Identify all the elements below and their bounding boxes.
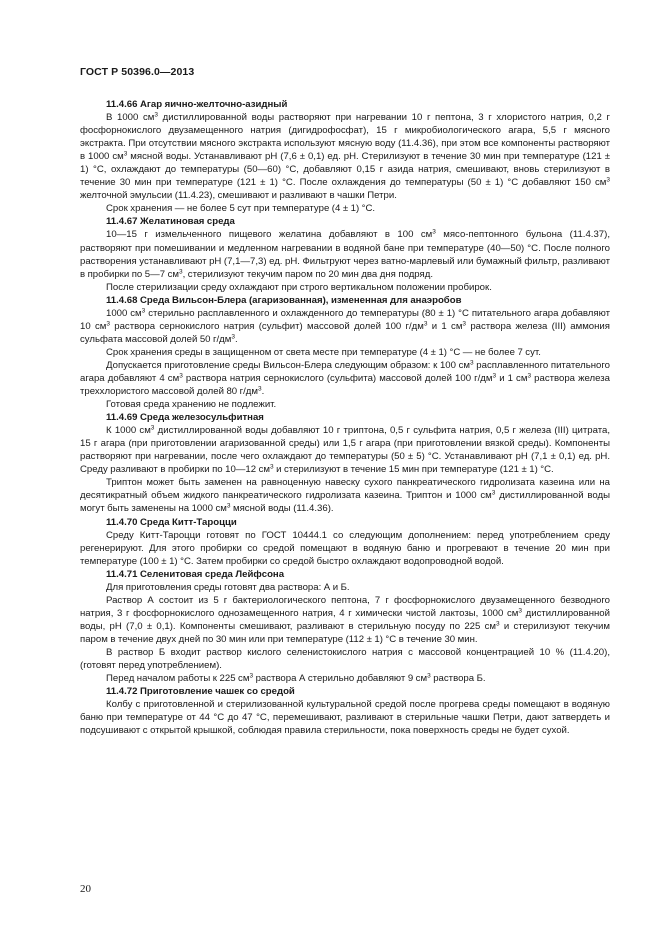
page-number: 20	[80, 883, 91, 895]
body-paragraph: Срок хранения — не более 5 сут при температуре (4 ± 1) °С.	[106, 203, 376, 215]
body-paragraph: Раствор А состоит из 5 г бактериологического пептона, 7 г фосфорнокислого двузамещенного безводного натрия, 3 г фосфорнокислого однозамещенного натрия, 4 г химически чистой лактозы, 1000 $см^3$ дистиллированной воды, рН (7,0 ± 0,1). Компоненты смешивают, разливают в стерильную посуду по 225 $см^3$ и стерилизуют текучим паром в течение двух дней по 30 мин или при температуре (112 ± 1) °С в течение 30 мин.	[80, 594, 610, 645]
section-heading: 11.4.72 Приготовление чашек со средой	[106, 686, 295, 698]
standard-header: ГОСТ Р 50396.0—2013	[80, 66, 195, 78]
body-paragraph: Допускается приготовление среды Вильсон-Блера следующим образом: к 100 $см^3$ расплавленного питательного агара добавляют 4 $см^3$ раствора натрия сернокислого (сульфита) массовой долей 100 $г/дм^3$ и 1 $см^3$ раствора железа треххлористого массовой долей 80 $г/дм^3$.	[80, 359, 610, 398]
body-paragraph: В 1000 $см^3$ дистиллированной воды растворяют при нагревании 10 г пептона, 3 г хлористого натрия, 0,2 г фосфорнокислого двузамещенного натрия (дигидрофосфат), 15 г микробиологического агара, 5,5 г мясного экстракта. При отсутствии мясного экстракта используют мясную воду (11.4.36), при этом все компоненты растворяют в 1000 $см^3$ мясной воды. Устанавливают рН (7,6 ± 0,1) ед. рН. Стерилизуют в течение 30 мин при температуре (121 ± 1) °С, охлаждают до температуры (50—60) °С, добавляют 0,15 г азида натрия, смешивают, вновь стерилизуют в течение 30 мин при температуре (121 ± 1) °С. После охлаждения до температуры (50 ± 1) °С добавляют 150 $см^3$ желточной эмульсии (11.4.23), смешивают и разливают в чашки Петри.	[80, 111, 610, 202]
section-heading: 11.4.68 Среда Вильсон-Блера (агаризованная), измененная для анаэробов	[106, 294, 462, 306]
section-heading: 11.4.67 Желатиновая среда	[106, 216, 235, 228]
body-paragraph: Срок хранения среды в защищенном от света месте при температуре (4 ± 1) °С — не более 7 сут.	[106, 346, 541, 358]
body-paragraph: 10—15 г измельченного пищевого желатина добавляют в 100 $см^3$ мясо-пептонного бульона (11.4.37), растворяют при помешивании и медленном нагревании в водяной бане при температуре (40—50) °С. После полного растворения устанавливают рН (7,1—7,3) ед. рН. Фильтруют через ватно-марлевый или бумажный фильтр, разливают в пробирки по 5—7 $см^3$, стерилизуют текучим паром по 20 мин два дня подряд.	[80, 228, 610, 280]
section-heading: 11.4.70 Среда Китт-Тароцци	[106, 516, 237, 528]
body-paragraph: Для приготовления среды готовят два раствора: А и Б.	[106, 581, 350, 593]
body-paragraph: К 1000 $см^3$ дистиллированной воды добавляют 10 г триптона, 0,5 г сульфита натрия, 0,5 г железа (III) цитрата, 15 г агара (при приготовлении агаризованной среды) или 1,5 г агара (при приготовлении вязкой среды). Компоненты растворяют при нагревании, после чего охлаждают до температуры (50 ± 5) °С. Устанавливают рН (7,1 ± 0,1) ед. рН. Среду разливают в пробирки по 10—12 $см^3$ и стерилизуют в течение 15 мин при температуре (121 ± 1) °С.	[80, 424, 610, 476]
body-paragraph: 1000 $см^3$ стерильно расплавленного и охлажденного до температуры (80 ± 1) °С питательного агара добавляют 10 $см^3$ раствора сернокислого натрия (сульфит) массовой долей 100 $г/дм^3$ и 1 $см^3$ раствора железа (III) аммония сульфата массовой долей 50 $г/дм^3$.	[80, 307, 610, 345]
body-paragraph: Колбу с приготовленной и стерилизованной культуральной средой после прогрева среды помещают в водяную баню при температуре от 44 °С до 47 °С, перемешивают, разливают в стерильные чашки Петри, дают затвердеть и подсушивают с открытой крышкой, соблюдая правила стерильности, пока поверхность среды не будет сухой.	[80, 699, 610, 737]
body-paragraph: Перед началом работы к 225 $см^3$ раствора А стерильно добавляют 9 $см^3$ раствора Б.	[106, 672, 486, 685]
section-heading: 11.4.66 Агар яично-желточно-азидный	[106, 99, 288, 110]
body-paragraph: После стерилизации среду охлаждают при строго вертикальном положении пробирок.	[106, 281, 492, 293]
body-paragraph: В раствор Б входит раствор кислого селенистокислого натрия с массовой концентрацией 10 % (11.4.20), (готовят перед употреблением).	[80, 646, 610, 672]
section-heading: 11.4.69 Среда железосульфитная	[106, 412, 264, 424]
body-paragraph: Готовая среда хранению не подлежит.	[106, 399, 277, 411]
body-paragraph: Среду Китт-Тароцци готовят по ГОСТ 10444.1 со следующим дополнением: перед употреблением среду регенерируют. Для этого пробирки со средой помещают в водяную баню и прогревают в течение 20 мин при температуре (100 ± 1) °С. Затем пробирки со средой быстро охлаждают водопроводной водой.	[80, 529, 610, 567]
document-body	[80, 98, 610, 737]
section-heading: 11.4.71 Селенитовая среда Лейфсона	[106, 568, 285, 580]
body-paragraph: Триптон может быть заменен на равноценную навеску сухого панкреатического гидролизата казеина или на десятикратный объем жидкого панкреатического гидролизата казеина. Триптон и 1000 $см^3$ дистиллированной воды могут быть заменены на 1000 $см^3$ мясной воды (11.4.36).	[80, 477, 610, 515]
